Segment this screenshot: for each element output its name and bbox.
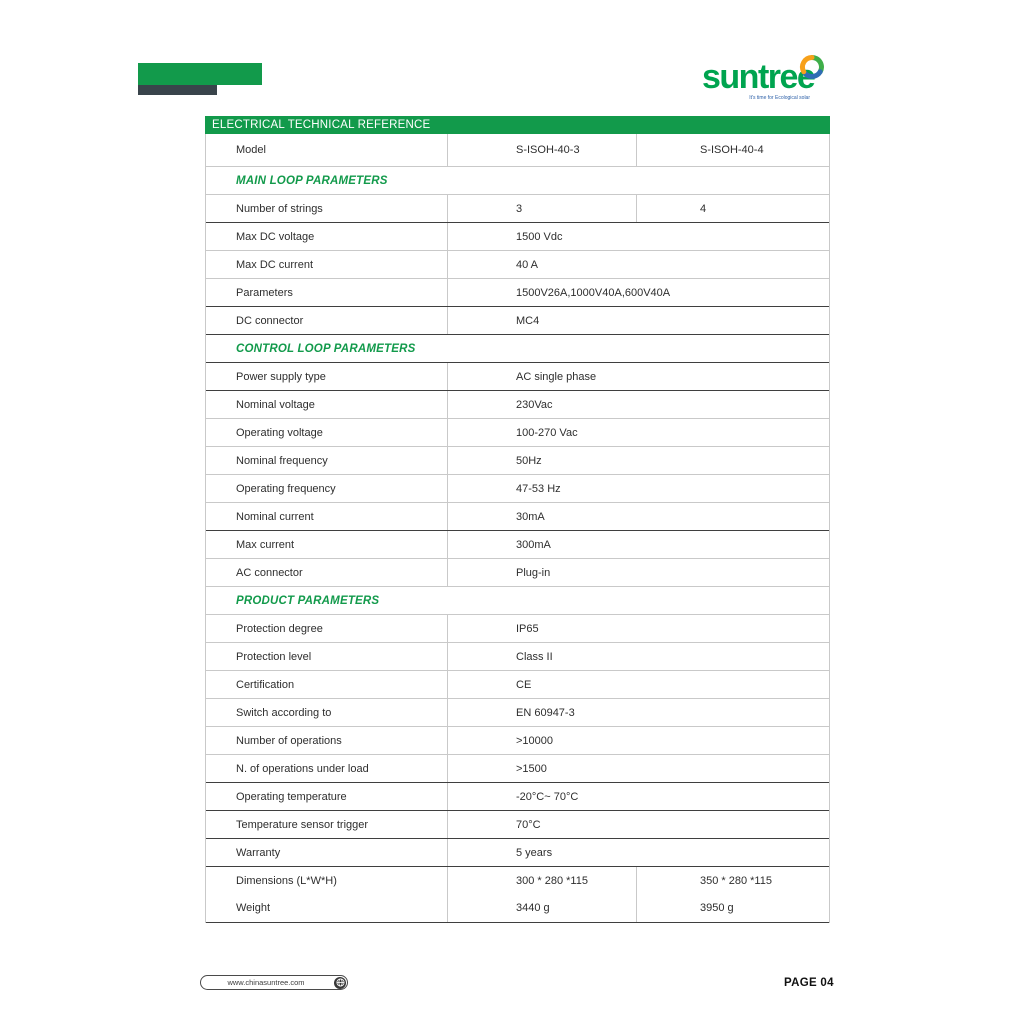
section-header-row <box>206 587 829 615</box>
row-value: Class II <box>516 650 553 663</box>
row-value-column-model-3 <box>448 867 637 922</box>
row-value: 70°C <box>516 818 541 831</box>
row-label: DC connector <box>206 307 448 334</box>
table-row <box>206 671 829 699</box>
row-value: MC4 <box>516 314 540 327</box>
table-row <box>206 223 829 251</box>
row-label: Max DC voltage <box>206 223 448 250</box>
row-value: 47-53 Hz <box>516 482 561 495</box>
row-value: AC single phase <box>516 370 597 383</box>
row-label: Number of operations <box>206 727 448 754</box>
table-row <box>206 447 829 475</box>
row-value: Plug-in <box>516 566 551 579</box>
section-header-label: MAIN LOOP PARAMETERS <box>236 174 388 187</box>
table-row <box>206 643 829 671</box>
row-value: 230Vac <box>516 398 553 411</box>
row-value: 5 years <box>516 846 553 859</box>
row-label: Warranty <box>206 839 448 866</box>
row-label: Parameters <box>206 279 448 306</box>
table-row <box>206 475 829 503</box>
row-label: N. of operations under load <box>206 755 448 782</box>
table-row <box>206 503 829 531</box>
row-label: Weight <box>236 902 271 915</box>
table-row <box>206 755 829 783</box>
footer-website-pill <box>200 975 348 990</box>
row-label: Protection level <box>206 643 448 670</box>
row-value: 40 A <box>516 258 539 271</box>
table-row <box>206 134 829 167</box>
row-value-model-3: 3 <box>448 195 637 222</box>
row-label: Temperature sensor trigger <box>206 811 448 838</box>
table-row <box>206 699 829 727</box>
table-row <box>206 783 829 811</box>
table-row <box>206 419 829 447</box>
table-row <box>206 559 829 587</box>
row-value: >1500 <box>516 762 547 775</box>
row-value: CE <box>516 678 532 691</box>
table-row <box>206 251 829 279</box>
suntree-logo <box>698 52 833 104</box>
header-green-block <box>138 63 262 85</box>
row-label: Certification <box>206 671 448 698</box>
logo-wordmark: suntree <box>702 58 815 96</box>
row-value: EN 60947-3 <box>516 706 575 719</box>
table-row <box>206 279 829 307</box>
row-label: Max DC current <box>206 251 448 278</box>
row-value-model-3: S-ISOH-40-3 <box>448 134 637 166</box>
page-number: PAGE 04 <box>784 977 834 989</box>
section-header-row <box>206 335 829 363</box>
row-label: Operating voltage <box>206 419 448 446</box>
globe-icon <box>334 977 346 989</box>
row-label: Operating frequency <box>206 475 448 502</box>
row-value: 300mA <box>516 538 551 551</box>
table-row <box>206 391 829 419</box>
row-value: 3950 g <box>700 902 734 915</box>
logo-swirl-icon <box>799 54 825 80</box>
section-header-row <box>206 167 829 195</box>
row-label: Dimensions (L*W*H) <box>236 874 337 887</box>
logo-tagline: It's time for Ecological solar <box>749 95 810 101</box>
row-value: 50Hz <box>516 454 542 467</box>
row-label: Power supply type <box>206 363 448 390</box>
table-row <box>206 363 829 391</box>
header-dark-block <box>138 85 217 95</box>
row-value: 350 * 280 *115 <box>700 874 772 887</box>
table-row-group <box>206 867 829 923</box>
row-value: 3440 g <box>516 902 550 915</box>
row-label: AC connector <box>206 559 448 586</box>
row-value: 1500V26A,1000V40A,600V40A <box>516 286 671 299</box>
table-row <box>206 839 829 867</box>
table-row <box>206 615 829 643</box>
row-label: Max current <box>206 531 448 558</box>
row-label-column <box>206 867 448 922</box>
row-label: Nominal current <box>206 503 448 530</box>
row-value-column-model-4 <box>637 867 829 922</box>
row-value: 1500 Vdc <box>516 230 563 243</box>
row-value: IP65 <box>516 622 539 635</box>
row-label: Nominal voltage <box>206 391 448 418</box>
row-value: 300 * 280 *115 <box>516 874 588 887</box>
row-value: 100-270 Vac <box>516 426 578 439</box>
footer-website-url: www.chinasuntree.com <box>227 978 305 987</box>
spec-table-body <box>206 134 829 923</box>
section-header-label: CONTROL LOOP PARAMETERS <box>236 342 416 355</box>
row-value: 30mA <box>516 510 545 523</box>
row-value: -20°C~ 70°C <box>516 790 579 803</box>
row-label: Model <box>206 134 448 166</box>
row-value-model-4: 4 <box>700 202 707 215</box>
row-label: Nominal frequency <box>206 447 448 474</box>
row-label: Operating temperature <box>206 783 448 810</box>
table-row <box>206 811 829 839</box>
table-row <box>206 531 829 559</box>
section-header-label: PRODUCT PARAMETERS <box>236 594 380 607</box>
row-label: Switch according to <box>206 699 448 726</box>
table-row <box>206 195 829 223</box>
row-value: >10000 <box>516 734 554 747</box>
row-label: Protection degree <box>206 615 448 642</box>
table-row <box>206 307 829 335</box>
spec-table <box>205 116 830 923</box>
row-label: Number of strings <box>206 195 448 222</box>
table-row <box>206 727 829 755</box>
row-value-model-4: S-ISOH-40-4 <box>700 144 764 156</box>
table-title-bar: ELECTRICAL TECHNICAL REFERENCE <box>205 116 830 134</box>
